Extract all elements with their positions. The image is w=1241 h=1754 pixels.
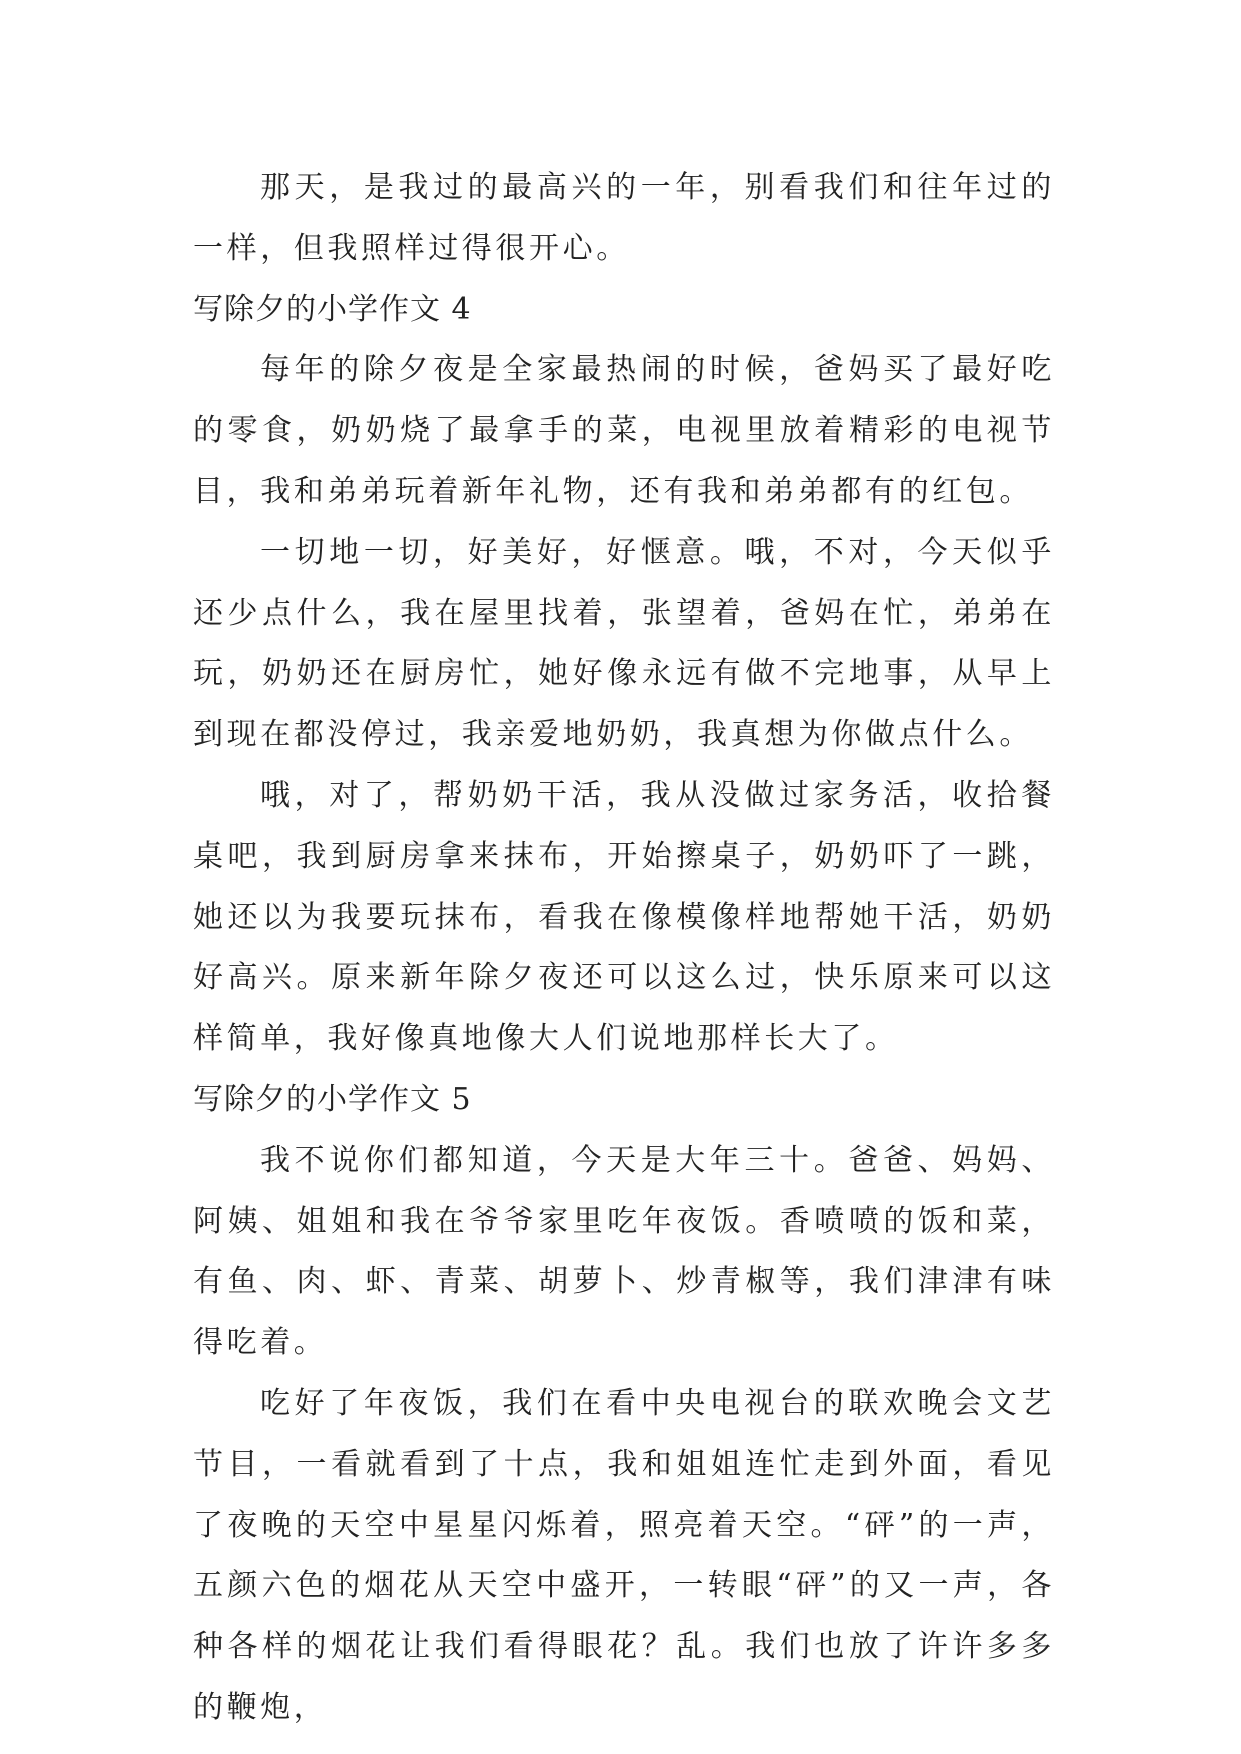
section-heading: 写除夕的小学作文 5 <box>193 1081 472 1117</box>
document-body <box>193 158 1055 1739</box>
section-heading: 写除夕的小学作文 4 <box>193 291 472 327</box>
paragraph: 一切地一切，好美好，好惬意。哦，不对，今天似乎还少点什么，我在屋里找着，张望着，爸妈在忙，弟弟在玩，奶奶还在厨房忙，她好像永远有做不完地事，从早上到现在都没停过，我亲爱地奶奶，我真想为你做点什么。 <box>193 534 1055 753</box>
paragraph: 哦，对了，帮奶奶干活，我从没做过家务活，收拾餐桌吧，我到厨房拿来抹布，开始擦桌子，奶奶吓了一跳，她还以为我要玩抹布，看我在像模像样地帮她干活，奶奶好高兴。原来新年除夕夜还可以这么过，快乐原来可以这样简单，我好像真地像大人们说地那样长大了。 <box>193 777 1055 1057</box>
paragraph: 每年的除夕夜是全家最热闹的时候，爸妈买了最好吃的零食，奶奶烧了最拿手的菜，电视里放着精彩的电视节目，我和弟弟玩着新年礼物，还有我和弟弟都有的红包。 <box>193 352 1055 509</box>
paragraph: 吃好了年夜饭，我们在看中央电视台的联欢晚会文艺节目，一看就看到了十点，我和姐姐连忙走到外面，看见了夜晚的天空中星星闪烁着，照亮着天空。“砰”的一声，五颜六色的烟花从天空中盛开，一转眼“砰”的又一声，各种各样的烟花让我们看得眼花？乱。我们也放了许许多多的鞭炮， <box>193 1385 1055 1725</box>
paragraph: 我不说你们都知道，今天是大年三十。爸爸、妈妈、阿姨、姐姐和我在爷爷家里吃年夜饭。香喷喷的饭和菜，有鱼、肉、虾、青菜、胡萝卜、炒青椒等，我们津津有味得吃着。 <box>193 1142 1055 1361</box>
paragraph: 那天，是我过的最高兴的一年，别看我们和往年过的一样，但我照样过得很开心。 <box>193 170 1055 266</box>
